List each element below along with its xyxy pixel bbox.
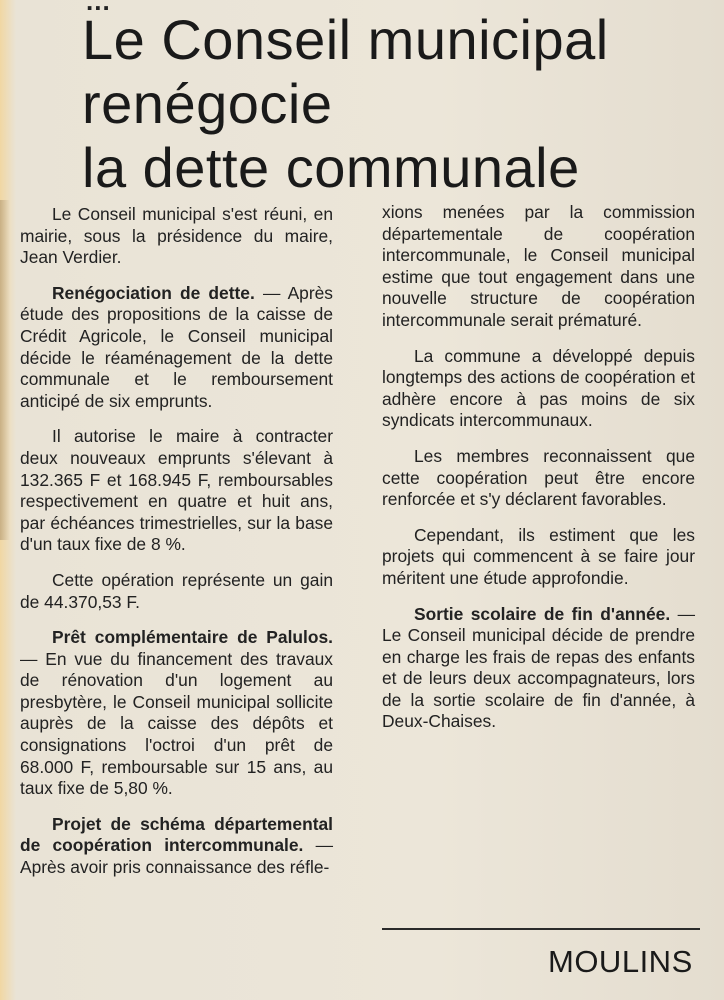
- paragraph-projects: Cependant, ils estiment que les projets qui commencent à se faire jour méritent une étude approfondie.: [382, 524, 695, 588]
- dateline-city: MOULINS: [548, 944, 693, 979]
- article-headline: [82, 8, 712, 200]
- paragraph-school-trip: [382, 604, 695, 734]
- paragraph-body: — Après étude des propositions de la caisse de Crédit Agricole, le Conseil municipal décide le réaménagement de la dette communale et le remboursement anticipé de six emprunts.: [20, 282, 333, 411]
- paragraph-cooperation-continued: xions menées par la commission départementale de coopération intercommunale, le Conseil municipal estime que tout engagement dans une nouvelle structure de coopération intercommunale serait prématuré.: [382, 202, 695, 330]
- paper-fold-shadow: [0, 200, 10, 540]
- paragraph-body: — Après avoir pris connaissance des réfle-: [20, 835, 333, 878]
- section-lead: Prêt complémentaire de Palulos.: [52, 627, 333, 648]
- section-lead: Projet de schéma départemental de coopération intercommunale.: [20, 813, 333, 856]
- paragraph-debt-renegotiation: [20, 283, 333, 413]
- paragraph-new-loans: Il autorise le maire à contracter deux nouveaux emprunts s'élevant à 132.365 F et 168.945 F, remboursables respectivement en quatre et huit ans, par échéances trimestrielles, sur la base d'un taux fixe de 8 %.: [20, 426, 333, 555]
- paragraph-body: — Le Conseil municipal décide de prendre en charge les frais de repas des enfants et de leurs deux accompagnateurs, lors de la sortie scolaire de fin d'année, à Deux-Chaises.: [382, 603, 695, 732]
- headline-line-3: la dette communale: [82, 136, 580, 199]
- section-divider: [382, 928, 700, 930]
- section-lead: Sortie scolaire de fin d'année.: [414, 603, 671, 624]
- paragraph-palulos-loan: [20, 627, 333, 800]
- headline-line-1: Le Conseil municipal: [82, 8, 609, 71]
- paragraph-cooperation-scheme: [20, 814, 333, 879]
- cut-off-heading-fragment: ...: [86, 0, 111, 16]
- paragraph-intro: Le Conseil municipal s'est réuni, en mairie, sous la présidence du maire, Jean Verdier.: [20, 204, 333, 268]
- article-column-left: [20, 204, 333, 893]
- headline-line-2: renégocie: [82, 72, 333, 135]
- paragraph-gain: Cette opération représente un gain de 44.370,53 F.: [20, 569, 333, 612]
- paragraph-body: — En vue du financement des travaux de rénovation d'un logement au presbytère, le Conseil municipal sollicite auprès de la caisse des dépôts et consignations l'octroi d'un prêt de 68.000 F, remboursable sur 15 ans, au taux fixe de 5,80 %.: [20, 648, 333, 799]
- paragraph-syndicates: La commune a développé depuis longtemps des actions de coopération et adhère encore à pas moins de six syndicats intercommunaux.: [382, 345, 695, 431]
- section-lead: Renégociation de dette.: [52, 282, 255, 303]
- article-column-right: [382, 202, 695, 747]
- paragraph-members: Les membres reconnaissent que cette coopération peut être encore renforcée et s'y déclarent favorables.: [382, 445, 695, 510]
